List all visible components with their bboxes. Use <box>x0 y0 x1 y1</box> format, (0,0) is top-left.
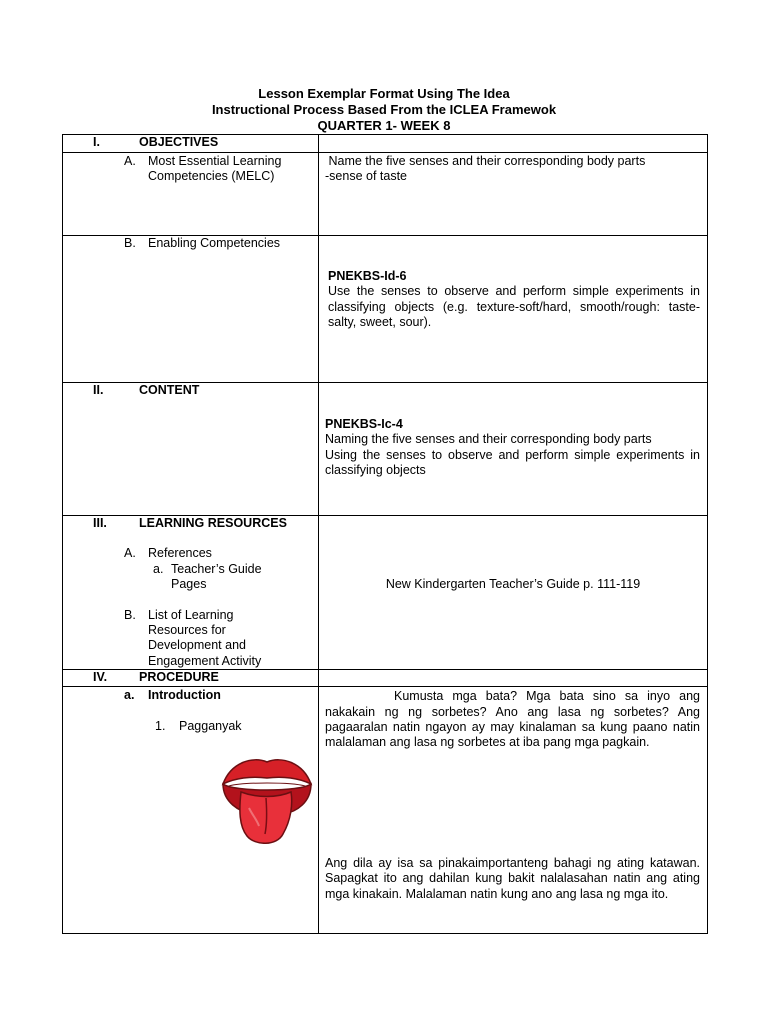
section-number: II. <box>93 383 104 397</box>
objectives-heading-value <box>319 135 708 153</box>
item-letter: B. <box>124 236 136 250</box>
objectives-heading-cell <box>63 135 319 153</box>
lesson-table <box>62 134 708 934</box>
objectives-row <box>63 135 708 153</box>
item-letter: A. <box>124 546 136 561</box>
references-label: References <box>148 546 212 561</box>
section-title: PROCEDURE <box>139 670 219 685</box>
section-title: OBJECTIVES <box>139 135 219 149</box>
content-line2: Using the senses to observe and perform simple experiments in classifying objects <box>325 447 700 478</box>
item-letter: A. <box>124 154 136 168</box>
section-number: I. <box>93 135 100 149</box>
resources-value-cell <box>319 516 708 670</box>
content-line1: Naming the five senses and their corresponding body parts <box>325 432 652 447</box>
item-number: 1. <box>155 718 166 733</box>
pagganyak-paragraph: Kumusta mga bata? Mga bata sino sa inyo ang nakakain ng ng sorbetes? Ano ang lasa ng sorbetes? Ang pagaaralan natin ngayon ay may kinalaman sa kung paano natin malalaman ang lasa ng sorbetes at iba pang mga pagkain. <box>325 689 700 750</box>
introduction-value-cell <box>319 687 708 934</box>
teachers-guide-pages: New Kindergarten Teacher’s Guide p. 111-119 <box>385 577 641 591</box>
resources-label-cell <box>63 516 319 670</box>
header-title: Lesson Exemplar Format Using The Idea <box>258 86 510 101</box>
melc-label-cell <box>63 153 319 236</box>
section-number: IV. <box>93 670 108 685</box>
procedure-row <box>63 670 708 687</box>
teachers-guide-label: Teacher’s Guide Pages <box>171 561 262 592</box>
introduction-row <box>63 687 708 934</box>
learning-resources-label: List of Learning Resources for Development and Engagement Activity <box>148 607 262 668</box>
melc-sense: -sense of taste <box>325 169 407 184</box>
resources-row <box>63 516 708 670</box>
procedure-heading-value <box>319 670 708 687</box>
melc-text: Name the five senses and their corresponding body parts <box>325 154 646 168</box>
item-letter: a. <box>124 688 135 703</box>
melc-label: Most Essential Learning Competencies (MELC) <box>148 154 282 184</box>
content-row <box>63 383 708 516</box>
item-letter: a. <box>153 561 164 576</box>
content-code: PNEKBS-Ic-4 <box>325 417 403 431</box>
enabling-label-cell <box>63 236 319 383</box>
section-title: CONTENT <box>139 383 200 397</box>
tongue-paragraph: Ang dila ay isa sa pinakaimportanteng bahagi ng ating katawan. Sapagkat ito ang dahilan kung bakit nalalasahan natin ang ating mga kinakain. Malalaman natin kung ano ang lasa ng mga ito. <box>325 855 700 901</box>
enabling-value-cell <box>319 236 708 383</box>
introduction-label-cell <box>63 687 319 934</box>
introduction-label: Introduction <box>148 688 221 703</box>
content-value-cell <box>319 383 708 516</box>
melc-row <box>63 153 708 236</box>
pagganyak-label: Pagganyak <box>179 718 242 733</box>
section-title: LEARNING RESOURCES <box>139 516 287 530</box>
document-header <box>0 86 768 134</box>
tongue-lips-image <box>219 756 315 844</box>
enabling-text: Use the senses to observe and perform simple experiments in classifying objects (e.g. texture-soft/hard, smooth/rough: taste- salty, sweet, sour). <box>328 284 700 330</box>
enabling-code: PNEKBS-Id-6 <box>328 269 407 283</box>
enabling-label: Enabling Competencies <box>148 236 281 250</box>
procedure-heading-cell <box>63 670 319 687</box>
header-quarter: QUARTER 1- WEEK 8 <box>317 118 451 133</box>
header-subtitle: Instructional Process Based From the ICLEA Framewok <box>211 102 557 117</box>
item-letter: B. <box>124 607 136 622</box>
melc-value-cell <box>319 153 708 236</box>
enabling-row <box>63 236 708 383</box>
content-label-cell <box>63 383 319 516</box>
section-number: III. <box>93 516 107 530</box>
